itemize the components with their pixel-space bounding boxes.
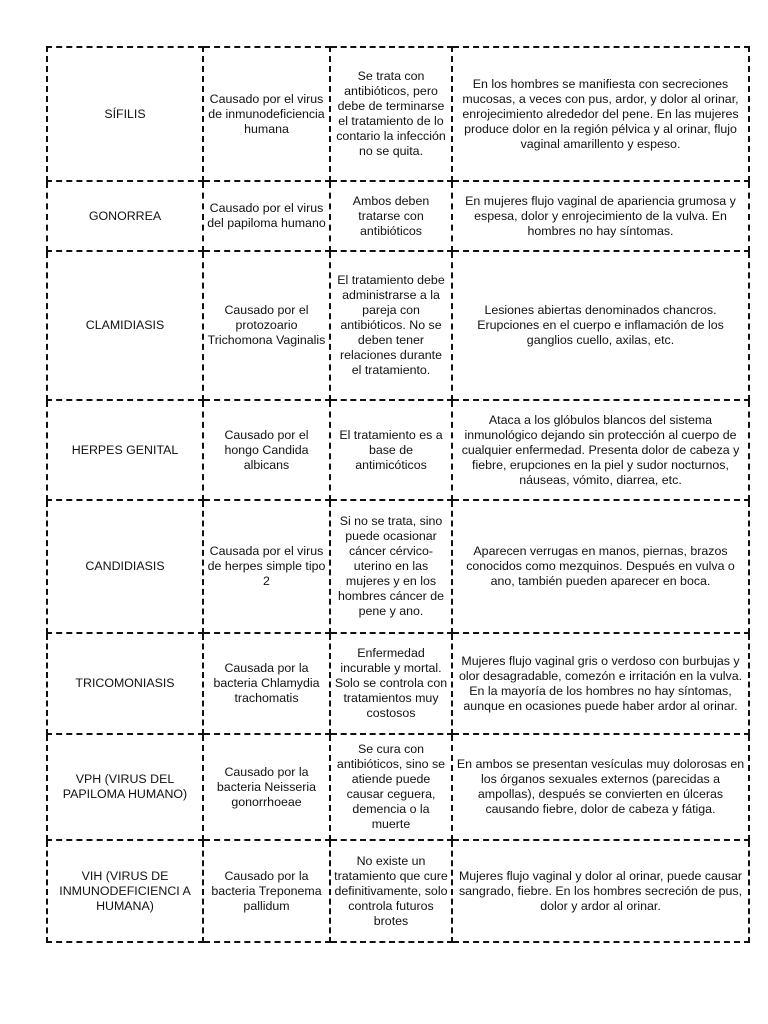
treatment-cell: Se trata con antibióticos, pero debe de terminarse el tratamiento de lo contario la infección no se quita.	[330, 47, 452, 181]
table-row	[47, 734, 749, 840]
cause-cell: Causado por el virus del papiloma humano	[203, 181, 330, 251]
symptoms-cell: En mujeres flujo vaginal de apariencia grumosa y espesa, dolor y enrojecimiento de la vulva. En hombres no hay síntomas.	[452, 181, 749, 251]
disease-name-cell: CLAMIDIASIS	[47, 251, 203, 400]
treatment-cell: No existe un tratamiento que cure definitivamente, solo controla futuros brotes	[330, 840, 452, 942]
symptoms-line: Lesiones abiertas denominados chancros.	[484, 303, 717, 317]
table-row	[47, 47, 749, 181]
treatment-cell: Ambos deben tratarse con antibióticos	[330, 181, 452, 251]
table-row	[47, 633, 749, 734]
treatment-cell: Se cura con antibióticos, sino se atiende puede causar ceguera, demencia o la muerte	[330, 734, 452, 840]
symptoms-cell: En ambos se presentan vesículas muy dolorosas en los órganos sexuales externos (parecidas a ampollas), después se convierten en úlceras causando fiebre, dolor de cabeza y fátiga.	[452, 734, 749, 840]
table-row	[47, 400, 749, 500]
symptoms-line: Erupciones en el cuerpo e inflamación de los ganglios cuello, axilas, etc.	[477, 318, 724, 347]
table-row	[47, 840, 749, 942]
cause-cell: Causado por la bacteria Neisseria gonorrhoeae	[203, 734, 330, 840]
treatment-cell: El tratamiento es a base de antimicóticos	[330, 400, 452, 500]
symptoms-cell: Aparecen verrugas en manos, piernas, brazos conocidos como mezquinos. Después en vulva o ano, también pueden aparecer en boca.	[452, 500, 749, 633]
disease-name-cell: CANDIDIASIS	[47, 500, 203, 633]
symptoms-cell: Mujeres flujo vaginal y dolor al orinar, puede causar sangrado, fiebre. En los hombres secreción de pus, dolor y ardor al orinar.	[452, 840, 749, 942]
treatment-cell: El tratamiento debe administrarse a la pareja con antibióticos. No se deben tener relaciones durante el tratamiento.	[330, 251, 452, 400]
table-row	[47, 500, 749, 633]
disease-name-cell: VPH (VIRUS DEL PAPILOMA HUMANO)	[47, 734, 203, 840]
disease-name-cell: HERPES GENITAL	[47, 400, 203, 500]
matching-cards-table	[46, 46, 750, 943]
cause-cell: Causada por la bacteria Chlamydia trachomatis	[203, 633, 330, 734]
symptoms-cell: Ataca a los glóbulos blancos del sistema inmunológico dejando sin protección al cuerpo de cualquier enfermedad. Presenta dolor de cabeza y fiebre, erupciones en la piel y sudor nocturnos, náuseas, vómito, diarrea, etc.	[452, 400, 749, 500]
treatment-cell: Si no se trata, sino puede ocasionar cáncer cérvico-uterino en las mujeres y en los hombres cáncer de pene y ano.	[330, 500, 452, 633]
cause-cell: Causado por la bacteria Treponema pallidum	[203, 840, 330, 942]
disease-name-cell: GONORREA	[47, 181, 203, 251]
cause-cell: Causada por el virus de herpes simple tipo 2	[203, 500, 330, 633]
symptoms-cell: En los hombres se manifiesta con secreciones mucosas, a veces con pus, ardor, y dolor al orinar, enrojecimiento alrededor del pene. En las mujeres produce dolor en la región pélvica y al orinar, flujo vaginal amarillento y espeso.	[452, 47, 749, 181]
symptoms-cell: Mujeres flujo vaginal gris o verdoso con burbujas y olor desagradable, comezón e irritación en la vulva. En la mayoría de los hombres no hay síntomas, aunque en ocasiones puede haber ardor al orinar.	[452, 633, 749, 734]
treatment-cell: Enfermedad incurable y mortal. Solo se controla con tratamientos muy costosos	[330, 633, 452, 734]
symptoms-cell	[452, 251, 749, 400]
disease-name-cell: TRICOMONIASIS	[47, 633, 203, 734]
cause-cell: Causado por el hongo Candida albicans	[203, 400, 330, 500]
table-row	[47, 251, 749, 400]
disease-name-cell: SÍFILIS	[47, 47, 203, 181]
disease-name-cell: VIH (VIRUS DE INMUNODEFICIENCI A HUMANA)	[47, 840, 203, 942]
cause-cell: Causado por el protozoario Trichomona Vaginalis	[203, 251, 330, 400]
cause-cell: Causado por el virus de inmunodeficiencia humana	[203, 47, 330, 181]
table-row	[47, 181, 749, 251]
